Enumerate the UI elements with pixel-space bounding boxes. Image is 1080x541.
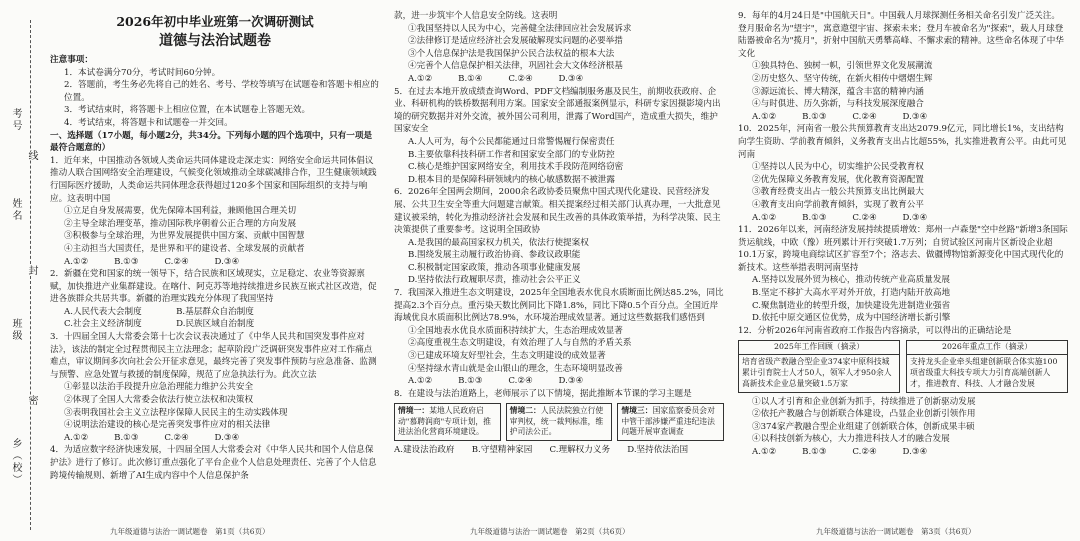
question-4: 4．为适应数字经济快速发展，十四届全国人大常委会对《中华人民共和国个人信息保护法》进行了修订。此次修订重点强化了平台企业个人信息处理责任、完善了个人信息跨境传输规则、新增了AI生成内容中个人信息保护条 (50, 445, 377, 481)
page-1-column (50, 10, 380, 528)
question-2: 2．新疆在党和国家的统一领导下，结合民族和区域现实，立足稳定、农业等资源禀赋，加快推进产业集群建设。在喀什、阿克苏等地持续推进乡民族互嵌式社区改造，促进各族群众共居共事。新疆的治理实践充分体现了我国坚持 (50, 269, 377, 305)
option-item: ③表明我国社会主义立法程序保障人民民主的生动实践体现 (64, 407, 288, 418)
option-item: ②法律修订是适应经济社会发展破解现实问题的必要举措 (408, 36, 623, 47)
exam-no-label: 考号 (10, 108, 21, 132)
question-10: 10．2025年，河南省一般公共预算教育支出达2079.9亿元，同比增长1%，支出结构向学生资助、学前教育倾斜，义务教育支出占比超55%，扎实推进教育公平。由此可见河南 (738, 124, 1067, 160)
option-item: ①我国坚持以人民为中心，完善健全法律回应社会发展诉求 (408, 23, 632, 34)
note-item: 4．考试结束，将答题卡和试题卷一并交回。 (64, 117, 233, 128)
question-7: 7．我国深入推进生态文明建设，2025年全国地表水优良水质断面比例达85.2%，同比提高2.3个百分点。重污染天数比例同比下降1.8%，同比下降0.5个百分点。全国近岸海域优良水质面积比例达78.9%，水环境治理成效显著。通过这些数据我们感悟到 (394, 288, 724, 324)
notes-title: 注意事项： (50, 55, 93, 65)
question-9: 9．每年的4月24日是"中国航天日"。中国载人月球探测任务相关命名引发广泛关注。登月服命名为"望宇"，寓意遨望宇宙、探索未来；登月车被命名为"探索"，载人月球登陆器被命名为"揽月"，折射中国航天勇攀高峰、不懈求索的精神。这些命名体现了中华文化 (738, 11, 1064, 59)
binding-margin (0, 0, 46, 541)
seal-mark-line: 线 (26, 150, 37, 160)
option-item: B.主要依靠科技科研工作者和国家安全部门的专业防控 (408, 149, 615, 160)
scenario-box (506, 403, 613, 441)
report-table (906, 340, 1068, 392)
option-item: ①彰显以法治手段提升应急治理能力维护公共安全 (64, 382, 254, 393)
option-item: D.依托中原交通区位优势，成为中国经济增长新引擎 (752, 313, 951, 324)
option-item: ②优先保障义务教育发展，优化教育资源配置 (752, 174, 924, 185)
exam-subtitle: 道德与法治试题卷 (159, 33, 271, 49)
option-item: ④以科技创新为核心，大力推进科技人才的融合发展 (752, 434, 950, 445)
scenario-title: 情境二： (509, 406, 541, 416)
answer-choices: A.①② B.①③ C.②④ D.③④ (752, 447, 928, 457)
seal-mark-secret: 密 (26, 395, 37, 405)
question-12: 12．分析2026年河南省政府工作报告内容摘录，可以得出的正确结论是 (738, 325, 1012, 336)
answer-choices: A.①② B.①③ C.②④ D.③④ (752, 212, 928, 223)
page-3-column (738, 10, 1068, 528)
option-item: B.围绕发展主动履行政治协商、参政议政职能 (408, 250, 581, 261)
page-2-column (394, 10, 724, 528)
question-1: 1．近年来，中国推动各领域人类命运共同体建设走深走实：网络安全命运共同体倡议推动人联合国网络安全治理建设，气候变化领域推动全球碳减排合作，卫生健康领域践行国际医疗援助，人类命运共同体理念获得超过120多个国家和国际组织的支持与响应。这表明中国 (50, 155, 377, 204)
scenario-text: 人民法院独立行使审判权，统一裁判标准，维护司法公正。 (509, 406, 604, 437)
option-item: ②依托产教融合与创新联合体建设，凸显企业创新引领作用 (752, 409, 976, 420)
answer-choices: A.①② B.①③ C.②④ D.③④ (64, 256, 240, 267)
page-2-footer: 九年级道德与法治一调试题卷 第2页（共6页） (470, 527, 630, 536)
option-item: C.积极制定国家政策，推动各项事业健康发展 (408, 262, 581, 273)
scenario-title: 情境三： (621, 406, 653, 416)
option-item: ④说明法治建设的核心是完善突发事件应对的相关法律 (64, 420, 271, 431)
option-item: ②高度重视生态文明建设，有效治理了人与自然的矛盾关系 (408, 338, 632, 349)
page-1-footer: 九年级道德与法治一调试题卷 第1页（共6页） (110, 527, 270, 536)
name-label: 姓名 (10, 198, 21, 222)
table-header: 2025年工作回顾（摘录） (739, 341, 899, 355)
question-11: 11．2026年以来，河南经济发展持续提质增效：郑州一卢森堡"空中丝路"新增3条国际货运航线，中欧（豫）班列累计开行突破1.7万列；自贸试验区河南片区新设企业超10.1万家，跨境电商综试区扩容至7个；洛志去、做疆博物馆新源变化中国式现代化的新技术。这些举措表明河南坚持 (738, 225, 1068, 273)
scenario-boxes (394, 403, 724, 441)
scenario-title: 情境一： (398, 406, 430, 416)
option-item: C.聚焦制造业的转型升级，加快建设先进制造业强省 (752, 300, 951, 311)
option-item: B.坚定不移扩大高水平对外开放，打造内陆开放高地 (752, 288, 951, 299)
option-item: ③教育经费支出占一般公共预算支出比例最大 (752, 187, 924, 198)
option-item: ③已建成环境友好型社会，生态文明建设的成效显著 (408, 351, 606, 362)
option-item: C.社会主义经济制度 D.民族区域自治制度 (64, 319, 255, 330)
class-label: 班级 (10, 318, 21, 342)
option-item: D.根本目的是保障科研领域内的核心敏感数据不被泄露 (408, 174, 615, 185)
scenario-text: 国家监察委员会对中管干部涉嫌严重违纪违法问题开展审查调查 (621, 406, 715, 437)
option-item: ③源远流长、博大精深，蕴含丰富的精神内涵 (752, 86, 924, 97)
section-heading: 一、选择题（17小题，每小题2分，共34分。下列每小题的四个选项中，只有一项是最符合题意的） (50, 130, 373, 154)
question-5: 5．在过去本地开放成绩查询Word、PDF文档编制服务惠及民生，前期收获政府、企业、科研机构的铁桥数据利用方案。国家安全部通报案例显示，科研专家因摄影境内出境的研究数据并对外交流，被外国公司利用，泄露了Word国产，造成重大损失，维护国家安全 (394, 86, 721, 135)
option-item: ①立足自身发展需要，优先保障本国利益，兼顾他国合理关切 (64, 206, 297, 217)
seal-line (30, 20, 31, 530)
option-item: ④主动担当大国责任，是世界和平的建设者、全球发展的贡献者 (64, 243, 305, 254)
scenario-text: 某地人民政府启动"慕聘润商"专项计划，推进法治化营商环境建设。 (398, 406, 491, 437)
option-item: ④完善个人信息保护相关法律，巩固社会大文体经济根基 (408, 61, 623, 72)
option-item: ④坚持绿水青山就是金山银山的理念，生态环境明显改善 (408, 363, 623, 374)
option-item: C.核心是维护国家网络安全，利用技术手段防范网络窃密 (408, 162, 624, 173)
answer-choices: A.①② B.①④ C.②④ D.③④ (408, 73, 584, 84)
note-item: 2．答题前，考生务必先将自己的姓名、考号、学校等填写在试题卷和答题卡相应的位置。 (64, 80, 379, 103)
scenario-box (617, 403, 724, 441)
answer-choices: A.①② B.①③ C.②④ D.③④ (752, 111, 928, 122)
question-6: 6．2026年全国两会期间，2000余名政协委员聚焦中国式现代化建设、民营经济发展、公共卫生安全等重大问题建言献策。相关提案经过相关部门认真办理，一大批意见建议被采纳，转化为推动经济社会发展和民生改善的具体政策举措，为科学决策、民主决策提供了重要参考。这说明全国政协 (394, 187, 721, 236)
table-header: 2026年重点工作（摘录） (907, 341, 1067, 355)
school-label: 乡（校） (10, 438, 21, 486)
option-item: ②主导全球治理变革，推动国际秩序朝着公正合理的方向发展 (64, 218, 297, 229)
option-item: A.坚持以发展外贸为核心，推动传统产业高质量发展 (752, 275, 951, 286)
option-item: ①以人才引育和企业创新为抓手，持续推进了创新驱动发展 (752, 396, 976, 407)
note-item: 1．本试卷满分70分，考试时间60分钟。 (64, 67, 221, 78)
option-item: ①全国地表水优良水质面积持续扩大，生态治理成效显著 (408, 325, 623, 336)
option-item: A.是我国的最高国家权力机关，依法行使提案权 (408, 237, 589, 248)
option-item: ②体现了全国人大常委会依法行使立法权和决策权 (64, 395, 254, 406)
option-item: ④教育支出向学前教育倾斜，实现了教育公平 (752, 199, 924, 210)
exam-title: 2026年初中毕业班第一次调研测试 (116, 14, 314, 29)
option-item: ③个人信息保护法是我国保护公民合法权益的根本大法 (408, 48, 615, 59)
option-item: ③374家产教融合型企业组建了创新联合体，创新成果丰硕 (752, 421, 975, 432)
option-item: ③积极参与全球治理，为世界发展提供中国方案、贡献中国智慧 (64, 231, 305, 242)
option-item: ④与时俱进、历久弥新，与科技发展深度融合 (752, 99, 924, 110)
option-item: A.人民代表大会制度 B.基层群众自治制度 (64, 306, 254, 317)
seal-mark-seal: 封 (26, 265, 37, 275)
answer-choices: A.建设法治政府 B.守望精神家园 C.理解权力义务 D.坚持依法治国 (394, 444, 689, 455)
option-item: A.人人可为，每个公民都能通过日常警惕履行保密责任 (408, 136, 615, 147)
answer-choices: A.①② B.①③ C.②④ D.③④ (408, 376, 584, 387)
question-3: 3．十四届全国人大常委会第十七次会议表决通过了《中华人民共和国突发事件应对法》，该法的制定全过程贯彻民主立法理念；起草阶段广泛调研突发事件应对工作痛点难点，审议期间多次向社会公开征求意见，最终完善了突发事件预防与应急准备、监测与预警、应急处置与救援的制度保障，规范了应急执法行为。此次立法 (50, 332, 377, 380)
report-tables (738, 340, 1068, 392)
option-item: ②历史悠久、坚守传统，在新火相传中熠熠生辉 (752, 73, 933, 84)
table-body: 培育省级产教融合型企业374家中原科技城累计引育院士人才50人，领军人才950余人高新技术企业总量突破1.5万家 (742, 357, 892, 388)
option-item: ①独具特色、独树一帜，引领世界文化发展潮流 (752, 61, 933, 72)
page-3-footer: 九年级道德与法治一调试题卷 第3页（共6页） (816, 527, 976, 536)
option-item: D.坚持依法行政履职尽责，推动社会公平正义 (408, 275, 581, 286)
option-item: ①坚持以人民为中心，切实维护公民受教育权 (752, 162, 924, 173)
question-4-cont: 款，进一步筑牢个人信息安全防线。这表明 (394, 11, 558, 21)
question-8: 8．在建设与法治道路上，老师展示了以下情境，据此推断本节课的学习主题是 (394, 388, 692, 399)
table-body: 支持龙头企业牵头组建创新联合体实施100项省级重大科技专项大力引育高端创新人才，推进教育、科技、人才融合发展 (910, 357, 1058, 388)
scenario-box (394, 403, 501, 441)
note-item: 3．考试结束时，将答题卡上相应位置，在本试题卷上答题无效。 (64, 105, 311, 116)
report-table (738, 340, 900, 392)
answer-choices: A.①② B.①③ C.②④ D.③④ (64, 432, 240, 443)
